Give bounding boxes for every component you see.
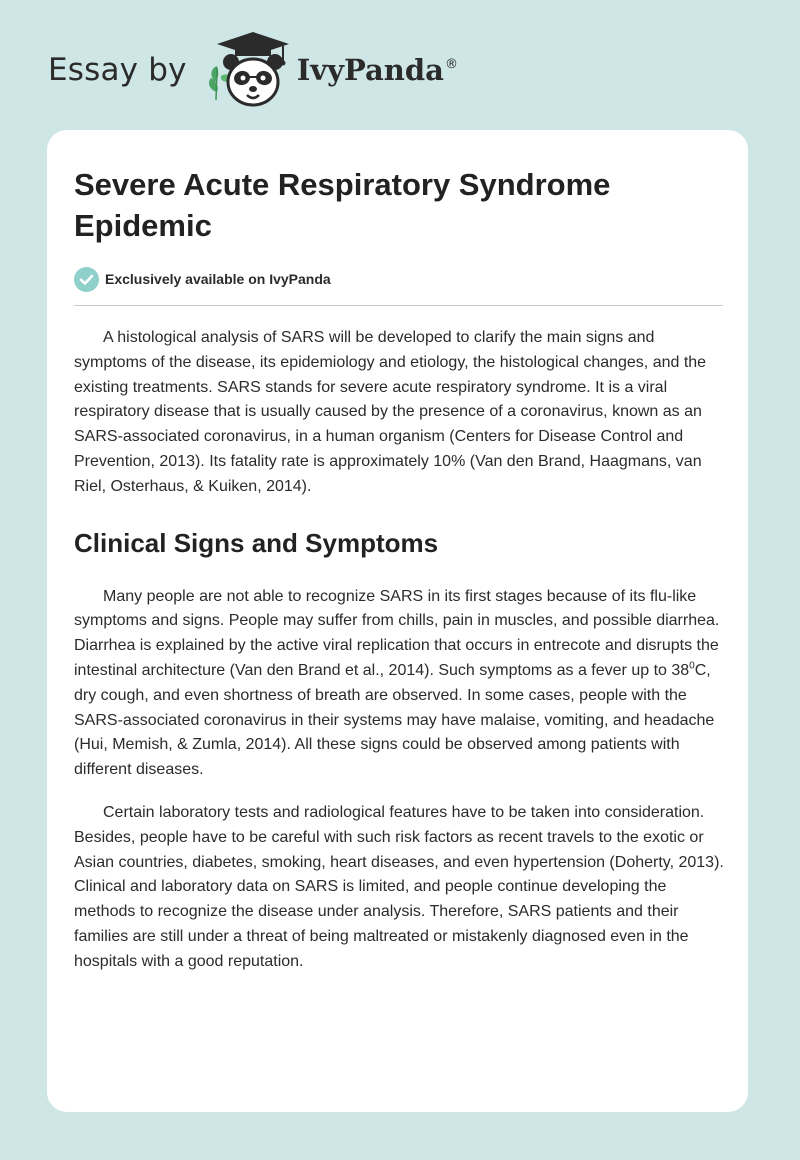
check-circle-icon [74,267,99,292]
divider [74,305,723,306]
section-heading: Clinical Signs and Symptoms [74,527,439,558]
brand-name: IvyPanda [296,53,444,87]
intro-paragraph: A histological analysis of SARS will be developed to clarify the main signs and symptoms of the disease, its epidemiology and etiology, the histological changes, and the existing treatments. SARS stands for severe acute respiratory syndrome. It is a viral respiratory disease that is usually caused by the presence of a coronavirus, known as an SARS-associated coronavirus, in a human organism (Centers for Disease Control and Prevention, 2013). Its fatality rate is approximately 10% (Van den Brand, Haagmans, van Riel, Osterhaus, & Kuiken, 2014). [74,329,707,495]
exclusive-badge [74,266,724,292]
symptoms-text-part-2: C, dry cough, and even shortness of breath are observed. In some cases, people with the SARS-associated coronavirus in their systems may have malaise, vomiting, and headache (Hui, Memish, & Zumla, 2014). All these signs could be observed among patients with different diseases. [74,661,715,779]
brand-prefix: Essay by [48,52,187,88]
article-title: Severe Acute Respiratory Syndrome Epidemic [74,167,611,243]
symptoms-text-part-1: Many people are not able to recognize SARS in its first stages because of its flu-like symptoms and signs. People may suffer from chills, pain in muscles, and possible diarrhea. Diarrhea is explained by the active viral replication that occurs in entrecote and disrupts the intestinal architecture (Van den Brand et al., 2014). Such symptoms as a fever up to 38 [74,587,720,679]
laboratory-paragraph: Certain laboratory tests and radiological features have to be taken into consideration. Besides, people have to be careful with such risk factors as recent travels to the exotic or Asian countries, diabetes, smoking, heart diseases, and even hypertension (Doherty, 2013). Clinical and laboratory data on SARS is limited, and people continue developing the methods to recognize the disease under analysis. Therefore, SARS patients and their families are still under a threat of being maltreated or mistakenly diagnosed even in the hospitals with a good reputation. [74,803,724,970]
badge-text: Exclusively available on IvyPanda [105,271,331,287]
brand-header [48,30,458,110]
symptoms-paragraph [74,585,724,783]
article-card [47,130,748,1112]
registered-mark: ® [444,56,458,72]
degree-superscript: 0 [689,660,695,672]
panda-graduate-logo-icon[interactable] [203,30,291,110]
article-content [74,164,724,975]
